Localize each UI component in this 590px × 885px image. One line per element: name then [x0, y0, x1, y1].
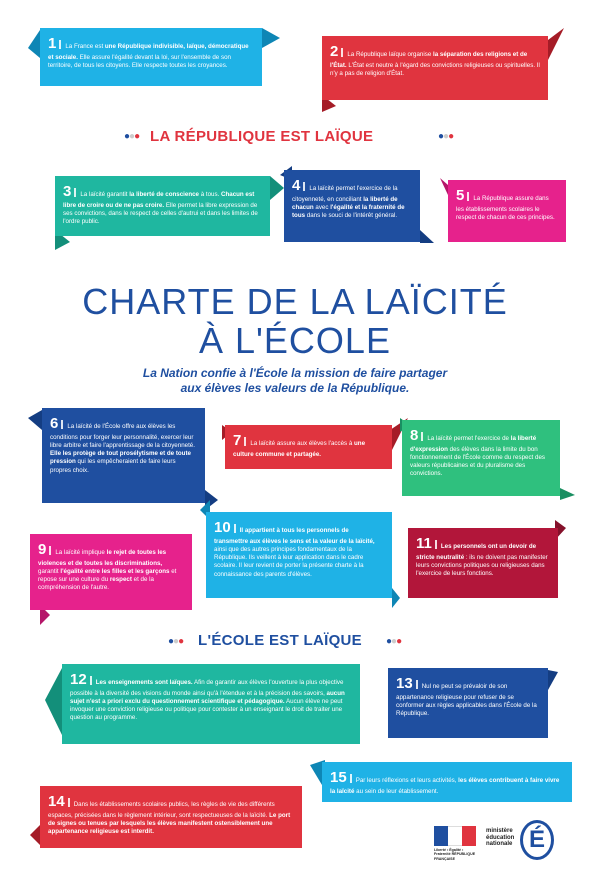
article-text-run: et de la compréhension de l'autre.: [38, 576, 154, 592]
section-heading-republique: LA RÉPUBLIQUE EST LAÏQUE: [150, 128, 374, 145]
divider-bar: [467, 192, 469, 201]
article-number: 13: [396, 675, 413, 692]
article-text-run: Afin de garantir aux élèves l'ouverture la plus objective possible à la diversité des visions du monde ainsi qu'à l'étendue et à la précision des savoirs,: [70, 679, 344, 697]
section-heading-ecole: L'ÉCOLE EST LAÏQUE: [198, 632, 362, 649]
divider-bar: [435, 540, 437, 549]
article-text-bold: une culture commune et partagée.: [233, 440, 366, 458]
divider-bar: [350, 774, 352, 783]
article-text-run: avec: [313, 203, 331, 211]
article-text: [63, 191, 258, 225]
article-text: [330, 777, 559, 795]
divider-bar: [90, 676, 92, 685]
article-text-run: Aucun élève ne peut invoquer une conviction religieuse ou politique pour contester à un enseignant le droit de traiter une question au programme.: [70, 697, 343, 722]
subtitle-line2: aux élèves les valeurs de la République.: [180, 381, 410, 395]
article-text: [50, 423, 195, 474]
article-text-run: La laïcité garantit: [80, 191, 130, 198]
article-number: 10: [214, 519, 231, 536]
article-text: [214, 527, 375, 578]
article-15-card: [322, 762, 572, 802]
divider-bar: [61, 420, 63, 429]
divider-bar: [68, 798, 70, 807]
article-text-run: L'État est neutre à l'égard des convictions religieuses ou spirituelles. Il n'y a pas de religion d'État.: [330, 61, 540, 77]
article-text-run: Dans les établissements scolaires publics, les règles de vie des différents espaces, précisées dans le règlement intérieur, sont respectueuses de la laïcité.: [48, 801, 275, 819]
article-text-bold: respect: [109, 576, 132, 584]
article-text-run: La République laïque organise: [347, 51, 434, 58]
ministere-logo-text: ministère éducation nationale: [486, 828, 515, 848]
article-text-bold: les élèves contribuent à faire vivre la laïcité: [330, 777, 560, 795]
divider-bar: [421, 432, 423, 441]
article-text-bold: Les personnels ont un devoir de stricte neutralité: [416, 543, 537, 561]
article-7-card: [225, 425, 392, 469]
article-text-run: La laïcité permet l'exercice de: [427, 435, 511, 442]
article-10-card: [206, 512, 392, 598]
article-number: 6: [50, 415, 59, 432]
article-text: [330, 51, 540, 77]
article-text-bold: Le port de signes ou tenues par lesquels les élèves manifestent ostensiblement une appartenance religieuse est interdit.: [48, 811, 291, 836]
subtitle-line1: La Nation confie à l'École la mission de faire partager: [142, 366, 448, 380]
article-text-run: des élèves dans la limite du bon fonctionnement de l'École comme du respect des valeurs républicaines et du pluralisme des convictions.: [410, 445, 545, 478]
article-text-bold: la liberté de chacun: [292, 195, 398, 211]
page-title-line2: À L'ÉCOLE: [199, 320, 391, 361]
republique-francaise-logo: [434, 826, 476, 866]
divider-bar: [303, 182, 305, 191]
tricolor-dots-left: ●●●: [168, 636, 184, 647]
divider-bar: [49, 546, 51, 555]
tricolor-dots-left: ●●●: [124, 131, 140, 142]
article-text: [456, 195, 555, 221]
divider-bar: [416, 680, 418, 689]
article-text-run: qui les empêcheraient de faire leurs propres choix.: [50, 458, 176, 474]
article-text-run: La France est: [65, 43, 105, 50]
article-text-run: Elle assure l'égalité devant la loi, sur l'ensemble de son territoire, de tous les citoyens. Elle respecte toutes les croyances.: [48, 53, 231, 69]
article-text-run: La République assure dans les établissements scolaires le respect de chacun de ces principes.: [456, 195, 555, 221]
article-number: 7: [233, 432, 242, 449]
article-number: 15: [330, 769, 347, 786]
republique-logo-text: Liberté • Égalité • Fraternité RÉPUBLIQUE FRANÇAISE: [434, 848, 476, 861]
divider-bar: [59, 40, 61, 49]
divider-bar: [341, 48, 343, 57]
article-text: [48, 801, 290, 835]
marianne-icon: [434, 826, 476, 846]
article-text-bold: Il appartient à tous les personnels de transmettre aux élèves le sens et la valeur de la laïcité,: [214, 527, 375, 545]
article-text-run: à tous.: [199, 191, 222, 198]
divider-bar: [74, 188, 76, 197]
article-2-card: [322, 36, 548, 100]
ministere-e-logo: [520, 820, 558, 866]
article-text-bold: la liberté de conscience: [129, 191, 199, 198]
article-text-bold: la liberté d'expression: [410, 435, 537, 453]
article-text-bold: une République indivisible, laïque, démocratique et sociale.: [48, 43, 249, 61]
article-text-run: La laïcité implique: [55, 549, 107, 556]
article-text-run: Nul ne peut se prévaloir de son appartenance religieuse pour refuser de se conformer aux règles applicables dans l'École de la République.: [396, 683, 537, 718]
article-text-bold: l'égalité et la fraternité de tous: [292, 203, 405, 220]
article-1-card: [40, 28, 262, 86]
article-11-card: [408, 528, 558, 598]
article-text-bold: Les enseignements sont laïques.: [95, 679, 193, 686]
tricolor-dots-right: ●●●: [386, 636, 402, 647]
article-number: 8: [410, 427, 419, 444]
article-4-card: [284, 170, 420, 242]
article-text-run: garantit: [38, 567, 61, 575]
article-text-run: Par leurs réflexions et leurs activités,: [355, 777, 459, 784]
article-text-run: La laïcité permet l'exercice de la citoyenneté, en conciliant: [292, 185, 398, 203]
divider-bar: [234, 524, 236, 533]
article-text-bold: Elle les protège de tout prosélytisme et de toute pression: [50, 450, 191, 466]
article-text-bold: le rejet de toutes les violences et de toutes les discriminations,: [38, 549, 167, 567]
page-title-line1: CHARTE DE LA LAÏCITÉ: [82, 281, 508, 322]
article-text-run: Elle permet la libre expression de ses convictions, dans le respect de celles d'autrui et dans les limites de l'ordre public.: [63, 201, 258, 226]
article-text: [48, 43, 249, 69]
article-text-run: ainsi que des autres principes fondamentaux de la République. Ils veillent à leur application dans le cadre scolaire. Il leur revient de porter la présente charte à la connaissance des parents d'élèves.: [214, 545, 364, 578]
article-text-run: dans le souci de l'intérêt général.: [305, 212, 398, 220]
divider-bar: [244, 437, 246, 446]
article-text: [70, 679, 345, 721]
article-text: [38, 549, 176, 591]
article-number: 4: [292, 177, 301, 194]
article-5-card: [448, 180, 566, 242]
article-number: 3: [63, 183, 72, 200]
article-number: 2: [330, 43, 339, 60]
article-text-run: La laïcité assure aux élèves l'accès à: [250, 440, 355, 447]
article-text-bold: la séparation des religions et de l'État.: [330, 51, 528, 69]
article-3-card: [55, 176, 270, 236]
article-text-bold: l'égalité entre les filles et les garçons: [60, 567, 170, 575]
article-text: [292, 185, 405, 219]
article-number: 11: [416, 535, 432, 552]
article-8-card: [402, 420, 560, 496]
article-number: 1: [48, 35, 57, 52]
article-text-bold: aucun sujet n'est a priori exclu du questionnement scientifique et pédagogique.: [70, 689, 345, 705]
article-number: 14: [48, 793, 65, 810]
article-number: 9: [38, 541, 47, 558]
tricolor-dots-right: ●●●: [438, 131, 454, 142]
article-13-card: [388, 668, 548, 738]
article-12-card: [62, 664, 360, 744]
article-text: [233, 440, 365, 458]
article-14-card: [40, 786, 302, 848]
article-text: [410, 435, 545, 477]
article-text-bold: Chacun est libre de croire ou de ne pas croire.: [63, 191, 255, 209]
article-text-run: au sein de leur établissement.: [354, 787, 439, 795]
ministere-logo-letter: É: [520, 820, 554, 860]
article-9-card: [30, 534, 192, 610]
article-6-card: [42, 408, 205, 503]
article-text-run: La laïcité de l'École offre aux élèves les conditions pour forger leur personnalité, exercer leur libre arbitre et faire l'apprentissage de la citoyenneté.: [50, 423, 195, 449]
article-text-run: : ils ne doivent pas manifester leurs convictions politiques ou religieuses dans l'exercice de leurs fonctions.: [416, 553, 548, 578]
article-text-run: et repose sur une culture du: [38, 567, 177, 584]
article-number: 12: [70, 671, 87, 688]
article-number: 5: [456, 187, 465, 204]
